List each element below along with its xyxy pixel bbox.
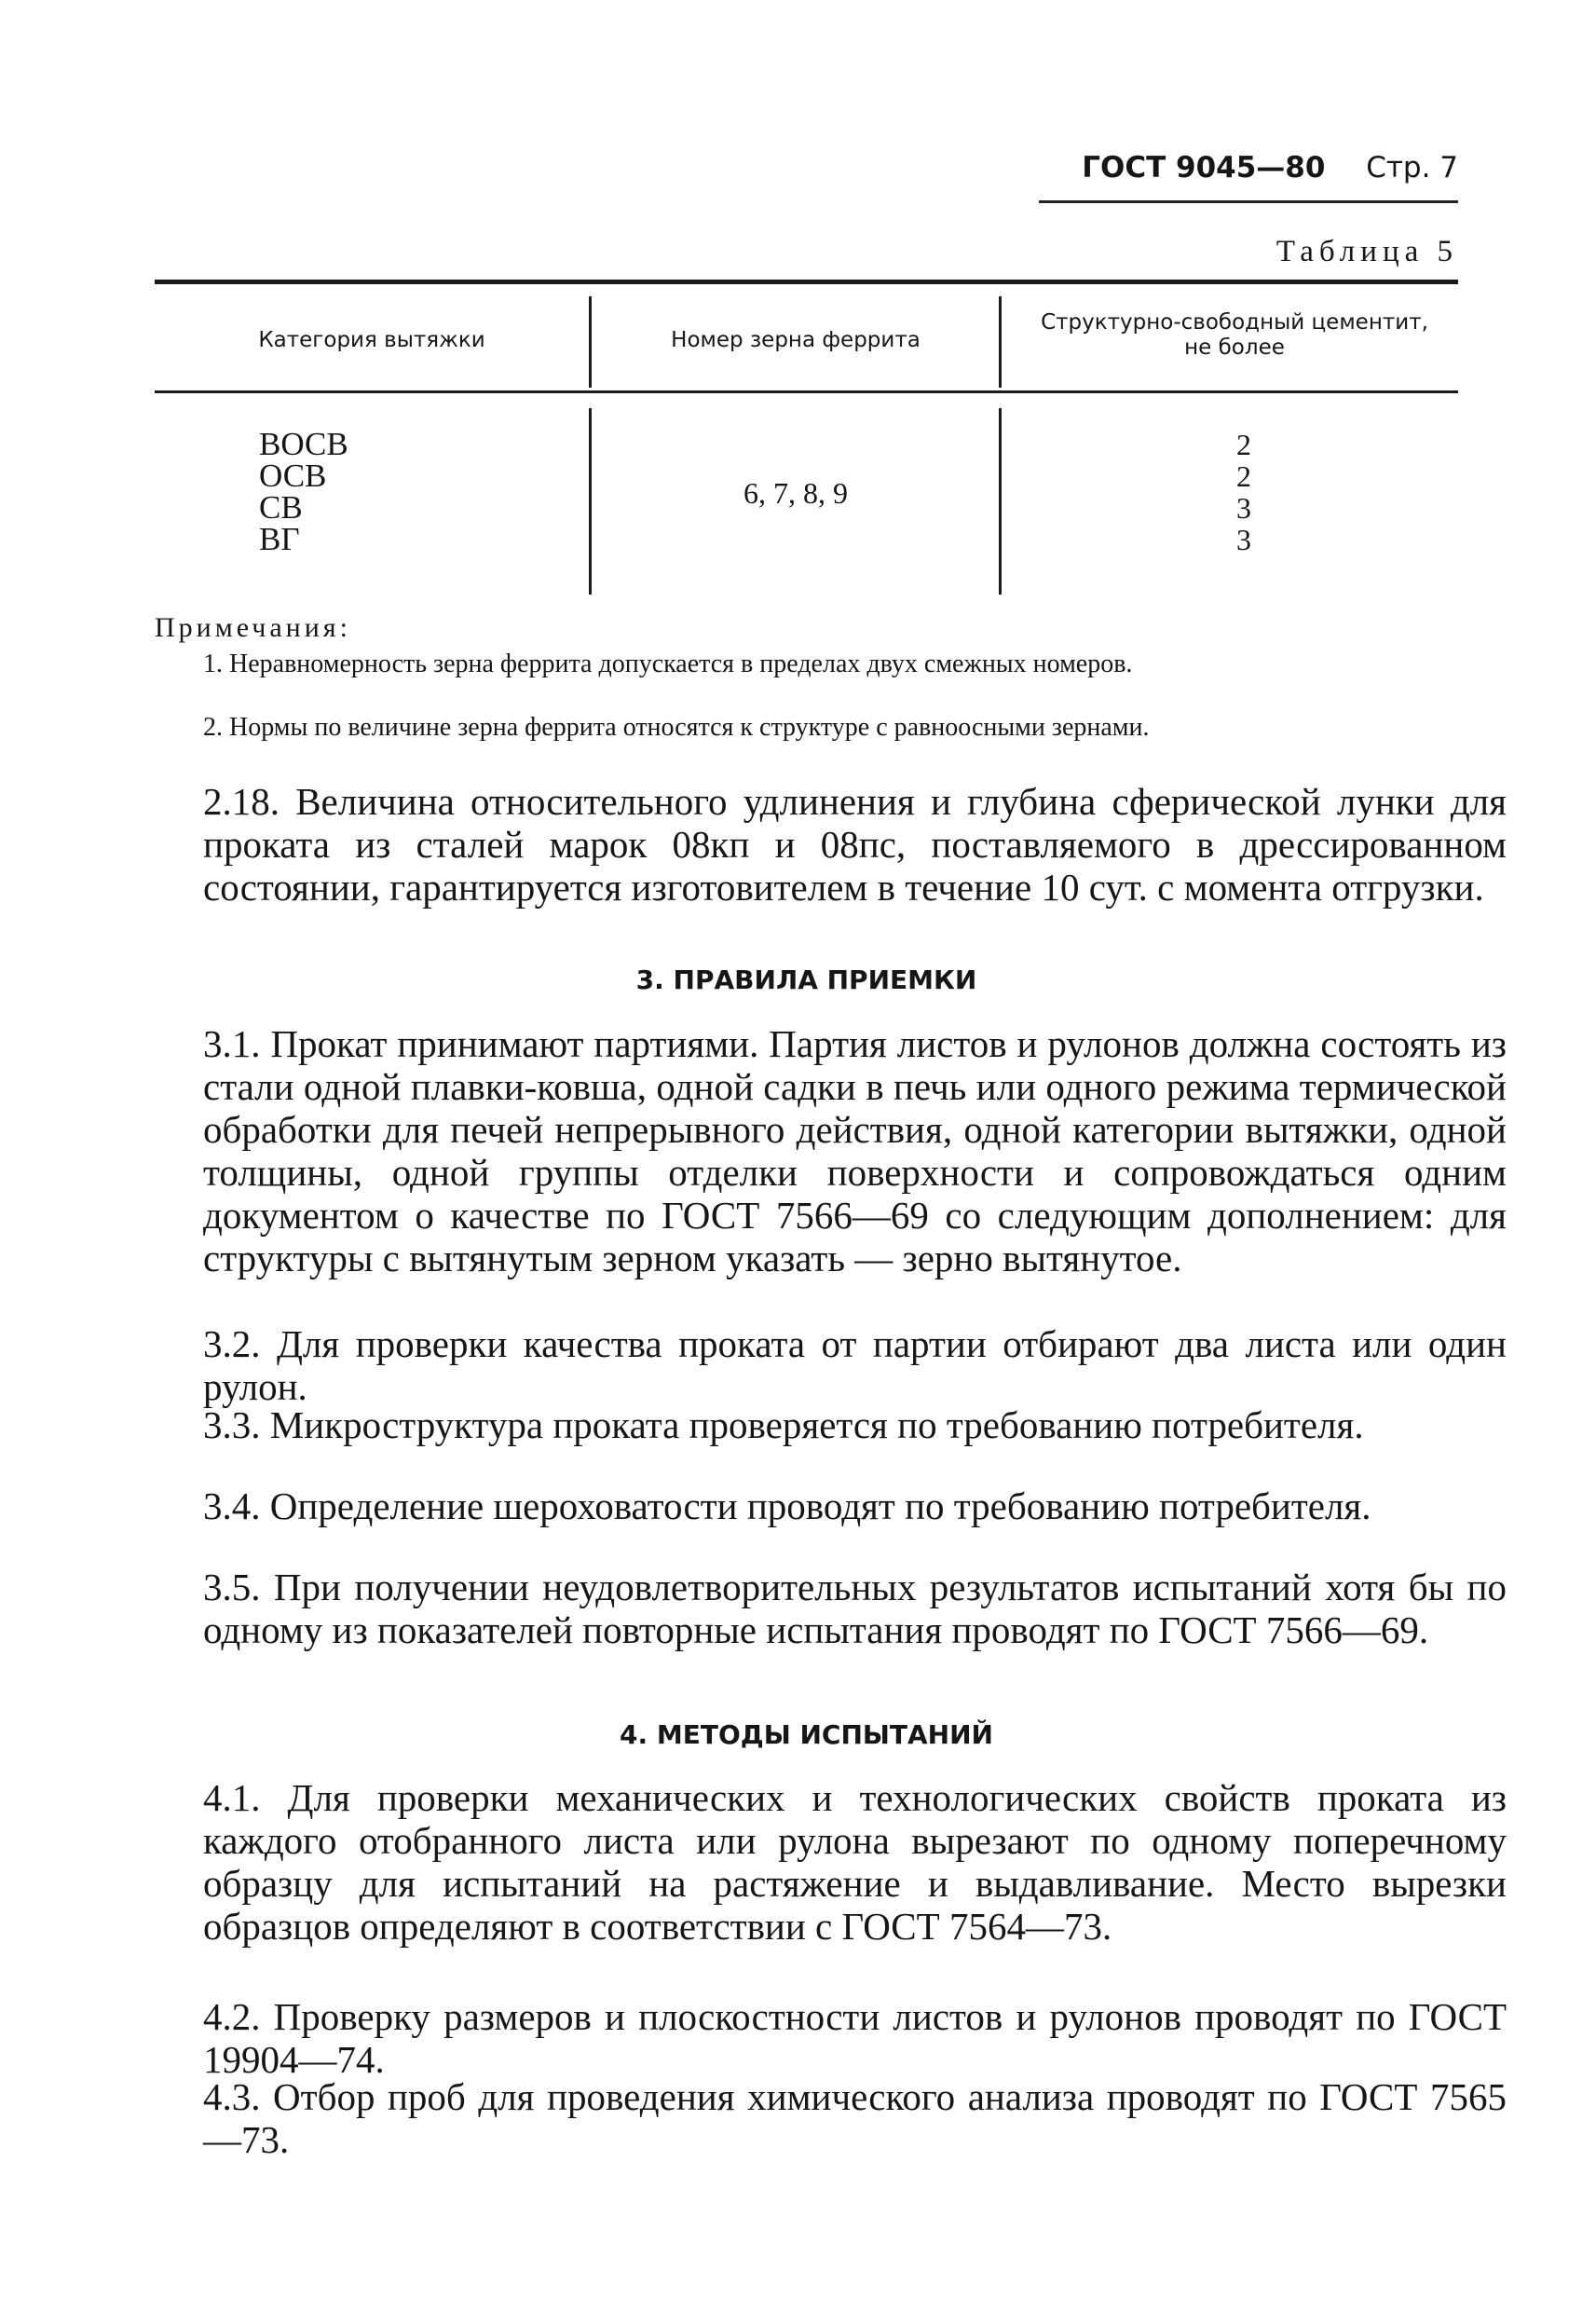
th-category: Категория вытяжки xyxy=(258,328,485,352)
notes-title: Примечания: xyxy=(155,612,351,643)
cementite-cell: 3 xyxy=(1236,523,1251,556)
paragraph-3-2: 3.2. Для проверки качества проката от партии отбирают два листа или один рулон. xyxy=(203,1322,1507,1408)
page-number: Стр. 7 xyxy=(1366,151,1458,185)
category-list xyxy=(259,426,348,557)
cementite-cell: 2 xyxy=(1236,459,1251,493)
paragraph-3-3: 3.3. Микроструктура проката проверяется по требованию потребителя. xyxy=(203,1403,1364,1446)
table-label: Таблица 5 xyxy=(1275,235,1458,268)
section-3-title: 3. ПРАВИЛА ПРИЕМКИ xyxy=(635,964,977,995)
paragraph-4-3: 4.3. Отбор проб для проведения химического анализа проводят по ГОСТ 7565—73. xyxy=(203,2075,1507,2161)
category-cell: ОСВ xyxy=(259,458,327,494)
header-rule xyxy=(1039,200,1458,203)
table-top-rule xyxy=(155,280,1458,284)
table-divider xyxy=(589,296,592,388)
category-cell: ВГ xyxy=(259,521,300,557)
cementite-list xyxy=(1044,429,1444,555)
category-cell: ВОСВ xyxy=(259,426,348,462)
table-divider xyxy=(999,408,1002,595)
category-cell: СВ xyxy=(259,489,303,526)
paragraph-3-5: 3.5. При получении неудовлетворительных результатов испытаний хотя бы по одному из показателей повторные испытания проводят по ГОСТ 7566—69. xyxy=(203,1566,1507,1651)
paragraph-4-2: 4.2. Проверку размеров и плоскостности листов и рулонов проводят по ГОСТ 19904—74. xyxy=(203,1995,1507,2081)
cementite-cell: 2 xyxy=(1236,428,1251,461)
section-4-title: 4. МЕТОДЫ ИСПЫТАНИЙ xyxy=(620,1719,993,1750)
note-item: 2. Нормы по величине зерна феррита относятся к структуре с равноосными зернами. xyxy=(203,713,1150,742)
grain-cell: 6, 7, 8, 9 xyxy=(743,476,848,510)
th-cementite: Структурно-свободный цементит, не более xyxy=(1041,310,1428,360)
th-grain-number: Номер зерна феррита xyxy=(671,328,921,352)
note-item: 1. Неравномерность зерна феррита допускается в пределах двух смежных номеров. xyxy=(203,650,1133,678)
page-header xyxy=(1082,151,1458,185)
paragraph-2-18: 2.18. Величина относительного удлинения и глубина сферической лунки для проката из сталей марок 08кп и 08пс, поставляемого в дрессированном состоянии, гарантируется изготовителем в течение 10 сут. с момента отгрузки. xyxy=(203,780,1507,909)
table-header-rule xyxy=(155,390,1458,393)
table-divider xyxy=(999,296,1002,388)
paragraph-4-1: 4.1. Для проверки механических и технологических свойств проката из каждого отобранного листа или рулона вырезают по одному поперечному образцу для испытаний на растяжение и выдавливание. Место вырезки образцов определяют в соответствии с ГОСТ 7564—73. xyxy=(203,1776,1507,1948)
standard-code: ГОСТ 9045—80 xyxy=(1082,151,1326,185)
table-divider xyxy=(589,408,592,595)
cementite-cell: 3 xyxy=(1236,491,1251,525)
paragraph-3-4: 3.4. Определение шероховатости проводят по требованию потребителя. xyxy=(203,1484,1371,1527)
paragraph-3-1: 3.1. Прокат принимают партиями. Партия листов и рулонов должна состоять из стали одной плавки-ковша, одной садки в печь или одного режима термической обработки для печей непрерывного действия, одной категории вытяжки, одной толщины, одной группы отделки поверхности и сопровождаться одним документом о качестве по ГОСТ 7566—69 со следующим дополнением: для структуры с вытянутым зерном указать — зерно вытянутое. xyxy=(203,1022,1507,1279)
